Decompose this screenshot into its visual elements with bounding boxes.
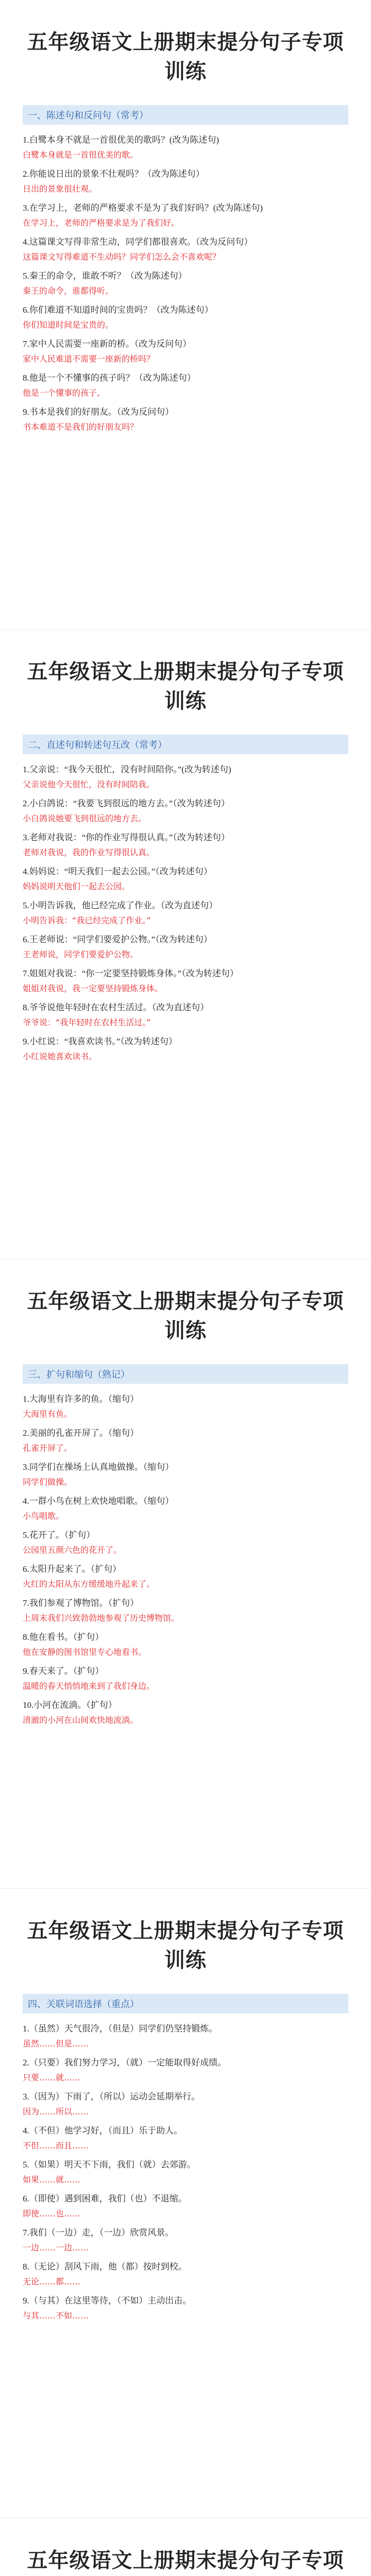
answer-text: 你们知道时间是宝贵的。	[23, 320, 114, 330]
answer-text: 一边……一边……	[23, 2243, 89, 2252]
section-heading: 四、关联词语选择（重点）	[23, 1994, 348, 2013]
question-text: 8.爷爷说他年轻时在农村生活过。（改为直述句）	[23, 1003, 209, 1012]
question-text: 5.（如果）明天不下雨，我们（就）去郊游。	[23, 2160, 196, 2170]
question-text: 1.（虽然）天气很冷，（但是）同学们仍坚持锻炼。	[23, 2024, 218, 2033]
answer-text: 书本难道不是我们的好朋友吗？	[23, 422, 139, 432]
page-title: 五年级语文上册期末提分句子专项训练	[27, 660, 344, 713]
question-text: 7.我们参观了博物馆。（扩句）	[23, 1598, 139, 1608]
answer-text: 父亲说他今天很忙，没有时间陪我。	[23, 779, 155, 789]
answer-text: 不但……而且……	[23, 2141, 89, 2150]
question-text: 5.小明告诉我，他已经完成了作业。（改为直述句）	[23, 901, 218, 910]
answer-text: 日出的景象很壮观。	[23, 184, 97, 194]
answer-text: 王老师说，同学们要爱护公物。	[23, 950, 139, 959]
answer-text: 姐姐对我说，我一定要坚持锻炼身体。	[23, 984, 163, 993]
worksheet-page	[0, 630, 371, 1259]
question-text: 8.（无论）刮风下雨，他（都）按时到校。	[23, 2262, 187, 2272]
answer-text: 公园里五颜六色的花开了。	[23, 1545, 122, 1555]
question-text: 9.书本是我们的好朋友。（改为反问句）	[23, 407, 174, 417]
section-heading: 一、陈述句和反问句（常考）	[23, 105, 348, 125]
question-text: 7.我们（一边）走，（一边）欣赏风景。	[23, 2228, 174, 2238]
answer-text: 与其……不如……	[23, 2311, 89, 2320]
question-text: 3.（因为）下雨了，（所以）运动会延期举行。	[23, 2092, 200, 2102]
answer-text: 小红说她喜欢读书。	[23, 1052, 97, 1061]
answer-text: 秦王的命令，谁都得听。	[23, 286, 114, 296]
answer-text: 如果……就……	[23, 2175, 81, 2184]
worksheet-page	[0, 1259, 371, 1889]
worksheet-page	[0, 0, 371, 630]
question-text: 1.白鹭本身不就是一首很优美的歌吗？(改为陈述句)	[23, 135, 220, 145]
section-heading: 二、直述句和转述句互改（常考）	[23, 735, 348, 754]
answer-text: 小鸟唱歌。	[23, 1511, 64, 1521]
worksheet-page	[0, 2518, 371, 2576]
question-text: 9.（与其）在这里等待，（不如）主动出击。	[23, 2296, 192, 2306]
question-text: 4.妈妈说：“明天我们一起去公园。”（改为转述句）	[23, 867, 212, 876]
answer-text: 即使……也……	[23, 2209, 81, 2218]
question-text: 8.他是一个不懂事的孩子吗？（改为陈述句）	[23, 373, 196, 383]
question-text: 6.（即使）遇到困难，我们（也）不退缩。	[23, 2194, 187, 2204]
page-title: 五年级语文上册期末提分句子专项训练	[27, 30, 344, 83]
question-text: 1.大海里有许多的鱼。（缩句）	[23, 1394, 139, 1404]
question-text: 5.秦王的命令，谁敢不听？（改为陈述句）	[23, 271, 187, 281]
question-text: 3.在学习上，老师的严格要求不是为了我们好吗？(改为陈述句)	[23, 203, 263, 213]
answer-text: 只要……就……	[23, 2073, 81, 2082]
question-text: 7.姐姐对我说：“你一定要坚持锻炼身体。”（改为转述句）	[23, 969, 239, 978]
answer-text: 妈妈说明天他们一起去公园。	[23, 882, 130, 891]
question-text: 1.父亲说：“我今天很忙，没有时间陪你。”(改为转述句)	[23, 765, 231, 774]
answer-text: 这篇课文写得难道不生动吗？同学们怎么会不喜欢呢？	[23, 252, 221, 262]
page-title: 五年级语文上册期末提分句子专项训练	[27, 1290, 344, 1343]
answer-text: 家中人民难道不需要一座新的桥吗？	[23, 354, 155, 364]
question-text: 9.小红说：“我喜欢读书。”（改为转述句）	[23, 1037, 177, 1046]
answer-text: 无论……都……	[23, 2277, 81, 2286]
question-text: 2.美丽的孔雀开屏了。（缩句）	[23, 1428, 139, 1438]
answer-text: 上周末我们兴致勃勃地参观了历史博物馆。	[23, 1613, 180, 1623]
worksheet-page	[0, 1889, 371, 2518]
page-title: 五年级语文上册期末提分句子专项	[27, 2549, 344, 2572]
answer-text: 虽然……但是……	[23, 2039, 89, 2048]
question-text: 3.老师对我说：“你的作业写得很认真。”（改为转述句）	[23, 833, 230, 842]
question-text: 5.花开了。（扩句）	[23, 1530, 95, 1540]
question-text: 4.（不但）他学习好，（而且）乐于助人。	[23, 2126, 183, 2136]
answer-text: 在学习上，老师的严格要求是为了我们好。	[23, 218, 180, 228]
answer-text: 火红的太阳从东方缓缓地升起来了。	[23, 1579, 155, 1589]
answer-text: 同学们做操。	[23, 1477, 73, 1487]
answer-text: 老师对我说，我的作业写得很认真。	[23, 848, 155, 857]
question-text: 10.小河在流淌。（扩句）	[23, 1700, 117, 1710]
answer-text: 大海里有鱼。	[23, 1409, 73, 1419]
answer-text: 他是一个懂事的孩子。	[23, 388, 106, 398]
question-text: 7.家中人民需要一座新的桥。（改为反问句）	[23, 339, 192, 349]
section-heading: 三、扩句和缩句（熟记）	[23, 1364, 348, 1384]
question-text: 3.同学们在操场上认真地做操。（缩句）	[23, 1462, 174, 1472]
question-text: 6.太阳升起来了。（扩句）	[23, 1564, 122, 1574]
question-text: 4.这篇课文写得非常生动，同学们都很喜欢。（改为反问句）	[23, 237, 253, 247]
answer-text: 孔雀开屏了。	[23, 1443, 73, 1453]
question-text: 4.一群小鸟在树上欢快地唱歌。（缩句）	[23, 1496, 174, 1506]
page-title: 五年级语文上册期末提分句子专项训练	[27, 1919, 344, 1972]
answer-text: 小明告诉我：“我已经完成了作业。”	[23, 916, 151, 925]
question-text: 2.你能说日出的景象不壮观吗？（改为陈述句）	[23, 169, 205, 179]
question-text: 6.王老师说：“同学们要爱护公物。”（改为转述句）	[23, 935, 212, 944]
answer-text: 他在安静的图书馆里专心地看书。	[23, 1647, 147, 1657]
answer-text: 爷爷说：“我年轻时在农村生活过。”	[23, 1018, 151, 1027]
question-text: 2.小白鸽说：“我要飞到很远的地方去。”（改为转述句）	[23, 799, 230, 808]
answer-text: 温暖的春天悄悄地来到了我们身边。	[23, 1681, 155, 1691]
answer-text: 因为……所以……	[23, 2107, 89, 2116]
question-text: 2.（只要）我们努力学习，（就）一定能取得好成绩。	[23, 2058, 227, 2067]
answer-text: 清澈的小河在山间欢快地流淌。	[23, 1715, 139, 1725]
answer-text: 小白鸽说她要飞到很远的地方去。	[23, 814, 147, 823]
question-text: 6.你们难道不知道时间的宝贵吗？（改为陈述句）	[23, 305, 213, 315]
answer-text: 白鹭本身就是一首很优美的歌。	[23, 150, 139, 160]
question-text: 9.春天来了。（扩句）	[23, 1666, 104, 1676]
question-text: 8.他在看书。（扩句）	[23, 1632, 104, 1642]
